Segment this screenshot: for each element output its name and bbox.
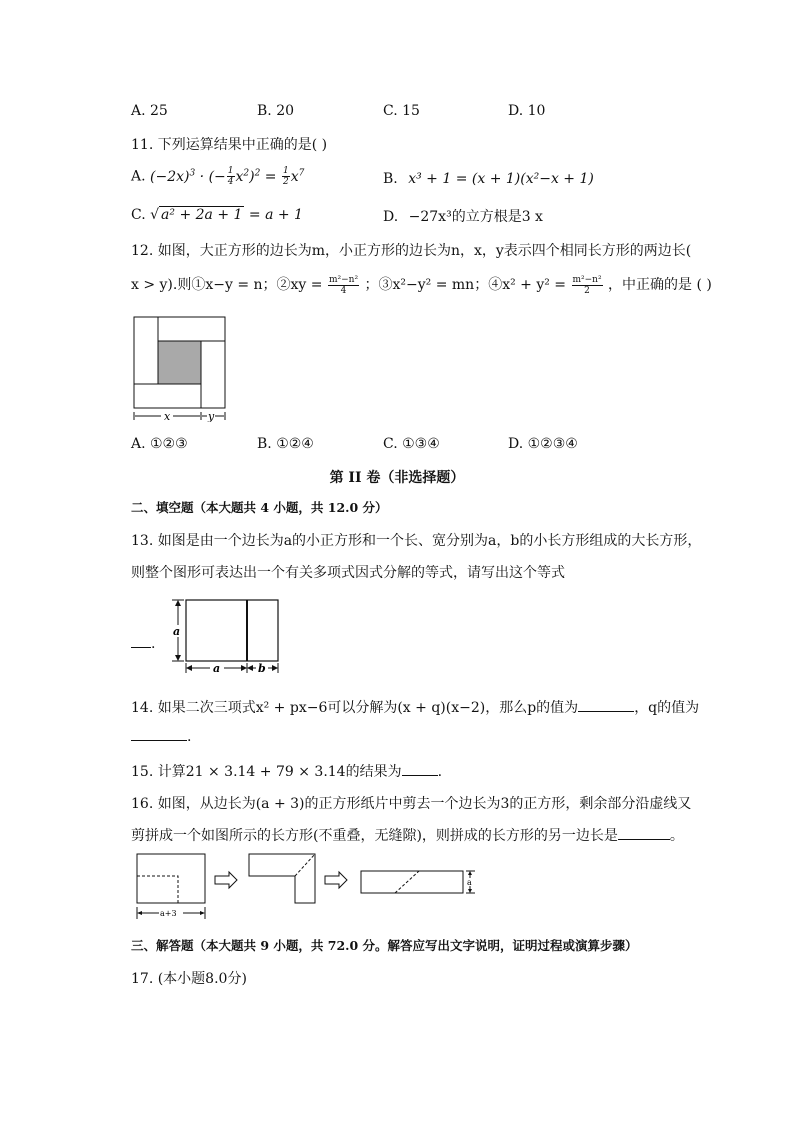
q12-figure [133,316,229,422]
q16-figure-label-side: a+3 [160,909,177,918]
q13-line2: 则整个图形可表达出一个有关多项式因式分解的等式，请写出这个等式 [131,565,565,581]
q14-blank-p[interactable] [578,711,634,712]
q11-option-c-radicand: a² + 2a + 1 [161,207,243,223]
q13-answer: . [131,636,155,652]
q17-heading: 17. (本小题8.0分) [131,971,247,987]
q12-figure-label-y: y [208,410,215,422]
q11-option-a [131,166,304,187]
q16-figure-label-a: a [467,878,472,887]
q16-line2: 剪拼成一个如图所示的长方形(不重叠，无缝隙)，则拼成的长方形的另一边长是 。 [131,828,684,844]
q11-option-b-label: B. [383,171,398,187]
q15-line: 15. 计算21 × 3.14 + 79 × 3.14的结果为 . [131,764,443,780]
q12-figure-label-x: x [164,410,171,422]
q13-figure [166,597,284,677]
q13-figure-label-b-bottom: b [258,662,266,675]
q11-stem: 11. 下列运算结果中正确的是( ) [131,137,328,153]
q12-line1: 12. 如图，大正方形的边长为m，小正方形的边长为n，x，y表示四个相同长方形的两边长( [131,243,692,259]
q11-option-b-expr: x³ + 1 = (x + 1)(x²−x + 1) [408,171,594,187]
q16-figure [133,850,483,922]
q10-option-b: B. 20 [257,103,295,119]
q12-option-c: C. ①③④ [383,436,440,452]
q12-option-d: D. ①②③④ [508,436,578,452]
q14-line1: 14. 如果二次三项式x² + px−6可以分解为(x + q)(x−2)，那么p的值为 ，q的值为 [131,700,700,716]
q13-answer-blank[interactable] [131,647,151,648]
q12-option-a: A. ①②③ [131,436,188,452]
q12-option-b: B. ①②④ [257,436,314,452]
q16-blank[interactable] [618,839,670,840]
q14-line2: . [131,729,191,745]
q11-option-c-expr: √ a² + 2a + 1 = a + 1 [150,207,303,223]
q13-line1: 13. 如图是由一个边长为a的小正方形和一个长、宽分别为a，b的小长方形组成的大长方形， [131,533,702,549]
q13-figure-label-a-side: a [173,625,181,638]
section3-heading: 三、解答题（本大题共 9 小题，共 72.0 分。解答应写出文字说明，证明过程或演算步骤） [131,938,638,953]
q10-option-a: A. 25 [131,103,168,119]
q14-blank-q[interactable] [131,740,187,741]
q11-option-a-label: A. [131,168,146,185]
q13-figure-label-a-bottom: a [213,662,221,675]
part2-title: 第 II 卷（非选择题） [329,470,465,486]
q11-option-b [383,171,594,187]
q11-option-c [131,206,303,223]
q10-option-c: C. 15 [383,103,420,119]
q10-option-d: D. 10 [508,103,546,119]
q15-blank[interactable] [402,775,438,776]
q11-option-c-label: C. [131,207,146,223]
section2-heading: 二、填空题（本大题共 4 小题，共 12.0 分） [131,500,388,515]
q11-option-d-label: D. [383,209,399,225]
q16-line1: 16. 如图，从边长为(a + 3)的正方形纸片中剪去一个边长为3的正方形，剩余部分沿虚线又 [131,796,692,812]
q11-option-d-expr: −27x³的立方根是3 x [408,209,543,225]
q11-option-d [383,206,543,226]
q11-option-a-expr: $(-2x)^3$ · (− $\frac{1}{4}$ $x^2)^2$ = $\frac{1}{2}$ $x^7$ [150,166,305,187]
q12-line2: x > y).则①x−y = n；②xy = $\frac{\text{m²−n²}}{4}$ ；③x²−y² = mn；④x² + y² = $\frac{\text{m²−n²}}{2}$ ，中正确的是 ( ) [131,274,712,296]
